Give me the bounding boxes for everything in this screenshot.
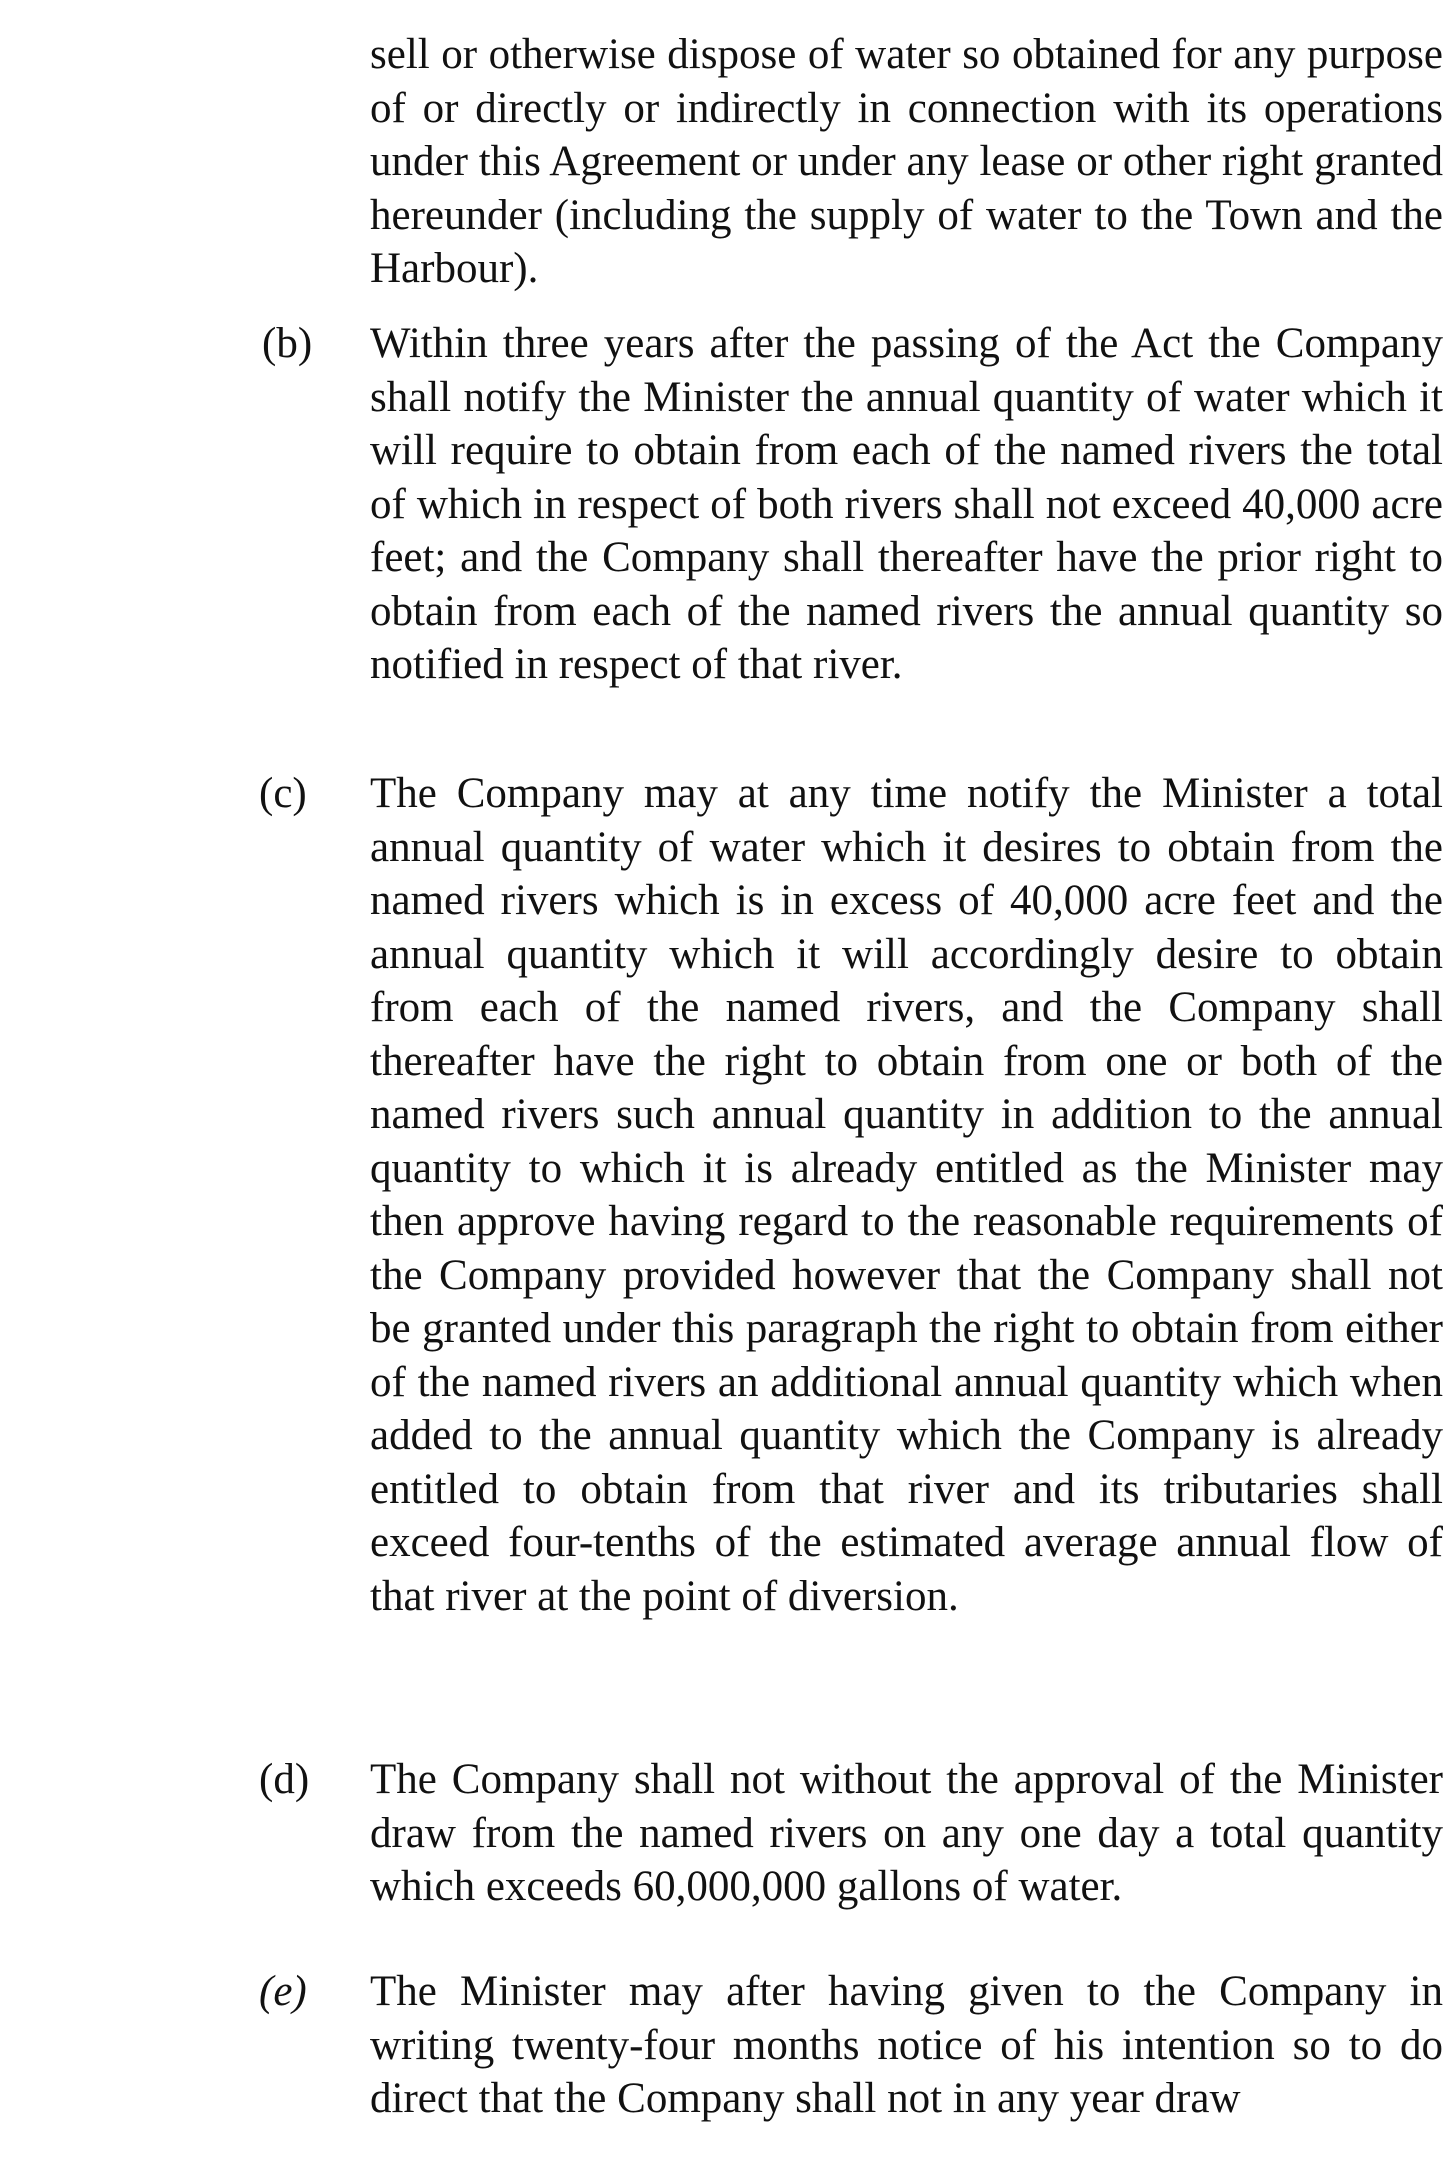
clause-text: Within three years after the passing of the Act the Company shall notify the Minister the annual quantity of water which it will require to obtain from each of the named rivers the total of which in respect of both rivers shall not exceed 40,000 acre feet; and the Company shall thereafter have the prior right to obtain from each of the named rivers the annual quantity so notified in respect of that river. — [370, 320, 1443, 688]
clause-label: (c) — [259, 770, 307, 817]
clause-text: The Company may at any time notify the Minister a total annual quantity of water which it desires to obtain from the named rivers which is in excess of 40,000 acre feet and the annual quantity which it will accordingly desire to obtain from each of the named rivers, and the Company shall thereafter have the right to obtain from one or both of the named rivers such annual quantity in addition to the annual quantity to which it is already entitled as the Minister may then approve having regard to the reasonable requirements of the Company provided however that the Company shall not be granted under this paragraph the right to obtain from either of the named rivers an additional annual quantity which when added to the annual quantity which the Company is already entitled to obtain from that river and its tributaries shall exceed four-tenths of the estimated average annual flow of that river at the point of diversion. — [370, 770, 1443, 1620]
clause-label: (b) — [262, 320, 313, 367]
continuation-paragraph: sell or otherwise dispose of water so obtained for any purpose of or directly or indirectly in connection with its operations under this Agreement or under any lease or other right granted hereunder (including the supply of water to the Town and the Harbour). — [370, 31, 1443, 292]
clause-c — [259, 767, 1443, 1623]
clause-e — [259, 1965, 1443, 2126]
clause-label: (d) — [259, 1756, 310, 1803]
clause-text: The Company shall not without the approval of the Minister draw from the named rivers on any one day a total quantity which exceeds 60,000,000 gallons of water. — [370, 1756, 1443, 1910]
clause-text: The Minister may after having given to the Company in writing twenty-four months notice of his intention so to do direct that the Company shall not in any year draw — [370, 1968, 1443, 2122]
clause-d — [259, 1753, 1443, 1914]
clause-b — [262, 317, 1443, 692]
clause-label: (e) — [259, 1968, 307, 2015]
